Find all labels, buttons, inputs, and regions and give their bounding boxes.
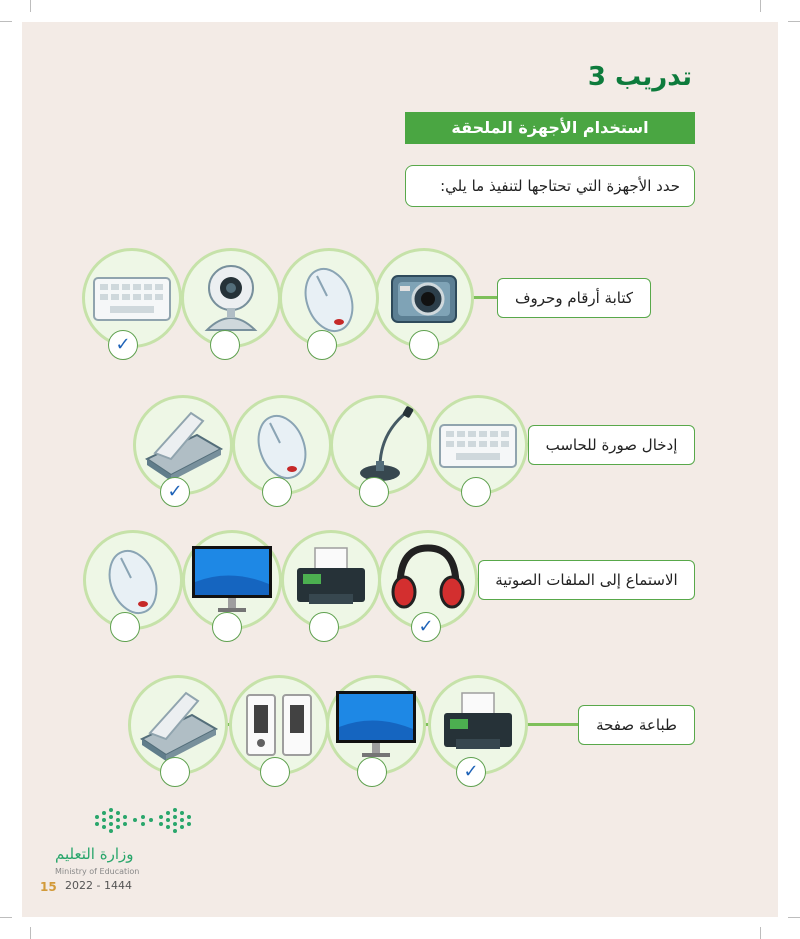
ministry-name-ar: وزارة التعليم xyxy=(55,845,134,863)
answer-checkbox[interactable]: ✓ xyxy=(108,330,138,360)
monitor-icon xyxy=(334,683,418,767)
exercise-row xyxy=(0,395,800,515)
crop-mark xyxy=(788,21,800,22)
page-number: 15 xyxy=(40,880,57,894)
mouse-icon xyxy=(240,403,324,487)
answer-checkbox[interactable] xyxy=(307,330,337,360)
printer-icon xyxy=(289,538,373,622)
task-label: كتابة أرقام وحروف xyxy=(497,278,651,318)
answer-checkbox[interactable] xyxy=(110,612,140,642)
crop-mark xyxy=(0,21,12,22)
answer-checkbox[interactable] xyxy=(262,477,292,507)
answer-checkbox[interactable]: ✓ xyxy=(456,757,486,787)
keyboard-icon xyxy=(90,256,174,340)
exercise-title: تدريب 3 xyxy=(587,62,692,92)
crop-mark xyxy=(30,0,31,12)
answer-checkbox[interactable] xyxy=(359,477,389,507)
camera-icon xyxy=(382,256,466,340)
monitor-icon xyxy=(190,538,274,622)
answer-checkbox[interactable] xyxy=(409,330,439,360)
printer-icon xyxy=(436,683,520,767)
answer-checkbox[interactable]: ✓ xyxy=(411,612,441,642)
instruction-box: حدد الأجهزة التي تحتاجها لتنفيذ ما يلي: xyxy=(405,165,695,207)
answer-checkbox[interactable] xyxy=(212,612,242,642)
mouse-icon xyxy=(287,256,371,340)
answer-checkbox[interactable] xyxy=(309,612,339,642)
crop-mark xyxy=(788,917,800,918)
ministry-name-en: Ministry of Education xyxy=(55,867,140,876)
answer-checkbox[interactable] xyxy=(160,757,190,787)
answer-checkbox[interactable] xyxy=(260,757,290,787)
task-label: إدخال صورة للحاسب xyxy=(528,425,695,465)
answer-checkbox[interactable] xyxy=(357,757,387,787)
answer-checkbox[interactable] xyxy=(461,477,491,507)
speakers-icon xyxy=(237,683,321,767)
exercise-row xyxy=(0,530,800,650)
crop-mark xyxy=(760,927,761,939)
answer-checkbox[interactable] xyxy=(210,330,240,360)
crop-mark xyxy=(760,0,761,12)
task-label: الاستماع إلى الملفات الصوتية xyxy=(478,560,695,600)
task-label: طباعة صفحة xyxy=(578,705,695,745)
exercise-row xyxy=(0,248,800,368)
keyboard-icon xyxy=(436,403,520,487)
scanner-icon xyxy=(136,683,220,767)
webcam-icon xyxy=(189,256,273,340)
headphones-icon xyxy=(386,538,470,622)
exercise-row xyxy=(0,675,800,795)
mouse-icon xyxy=(91,538,175,622)
crop-mark xyxy=(30,927,31,939)
microphone-icon xyxy=(338,403,422,487)
scanner-icon xyxy=(141,403,225,487)
crop-mark xyxy=(0,917,12,918)
academic-year: 2022 - 1444 xyxy=(65,879,132,892)
answer-checkbox[interactable]: ✓ xyxy=(160,477,190,507)
section-banner: استخدام الأجهزة الملحقة xyxy=(405,112,695,144)
logo-dots xyxy=(95,805,215,835)
